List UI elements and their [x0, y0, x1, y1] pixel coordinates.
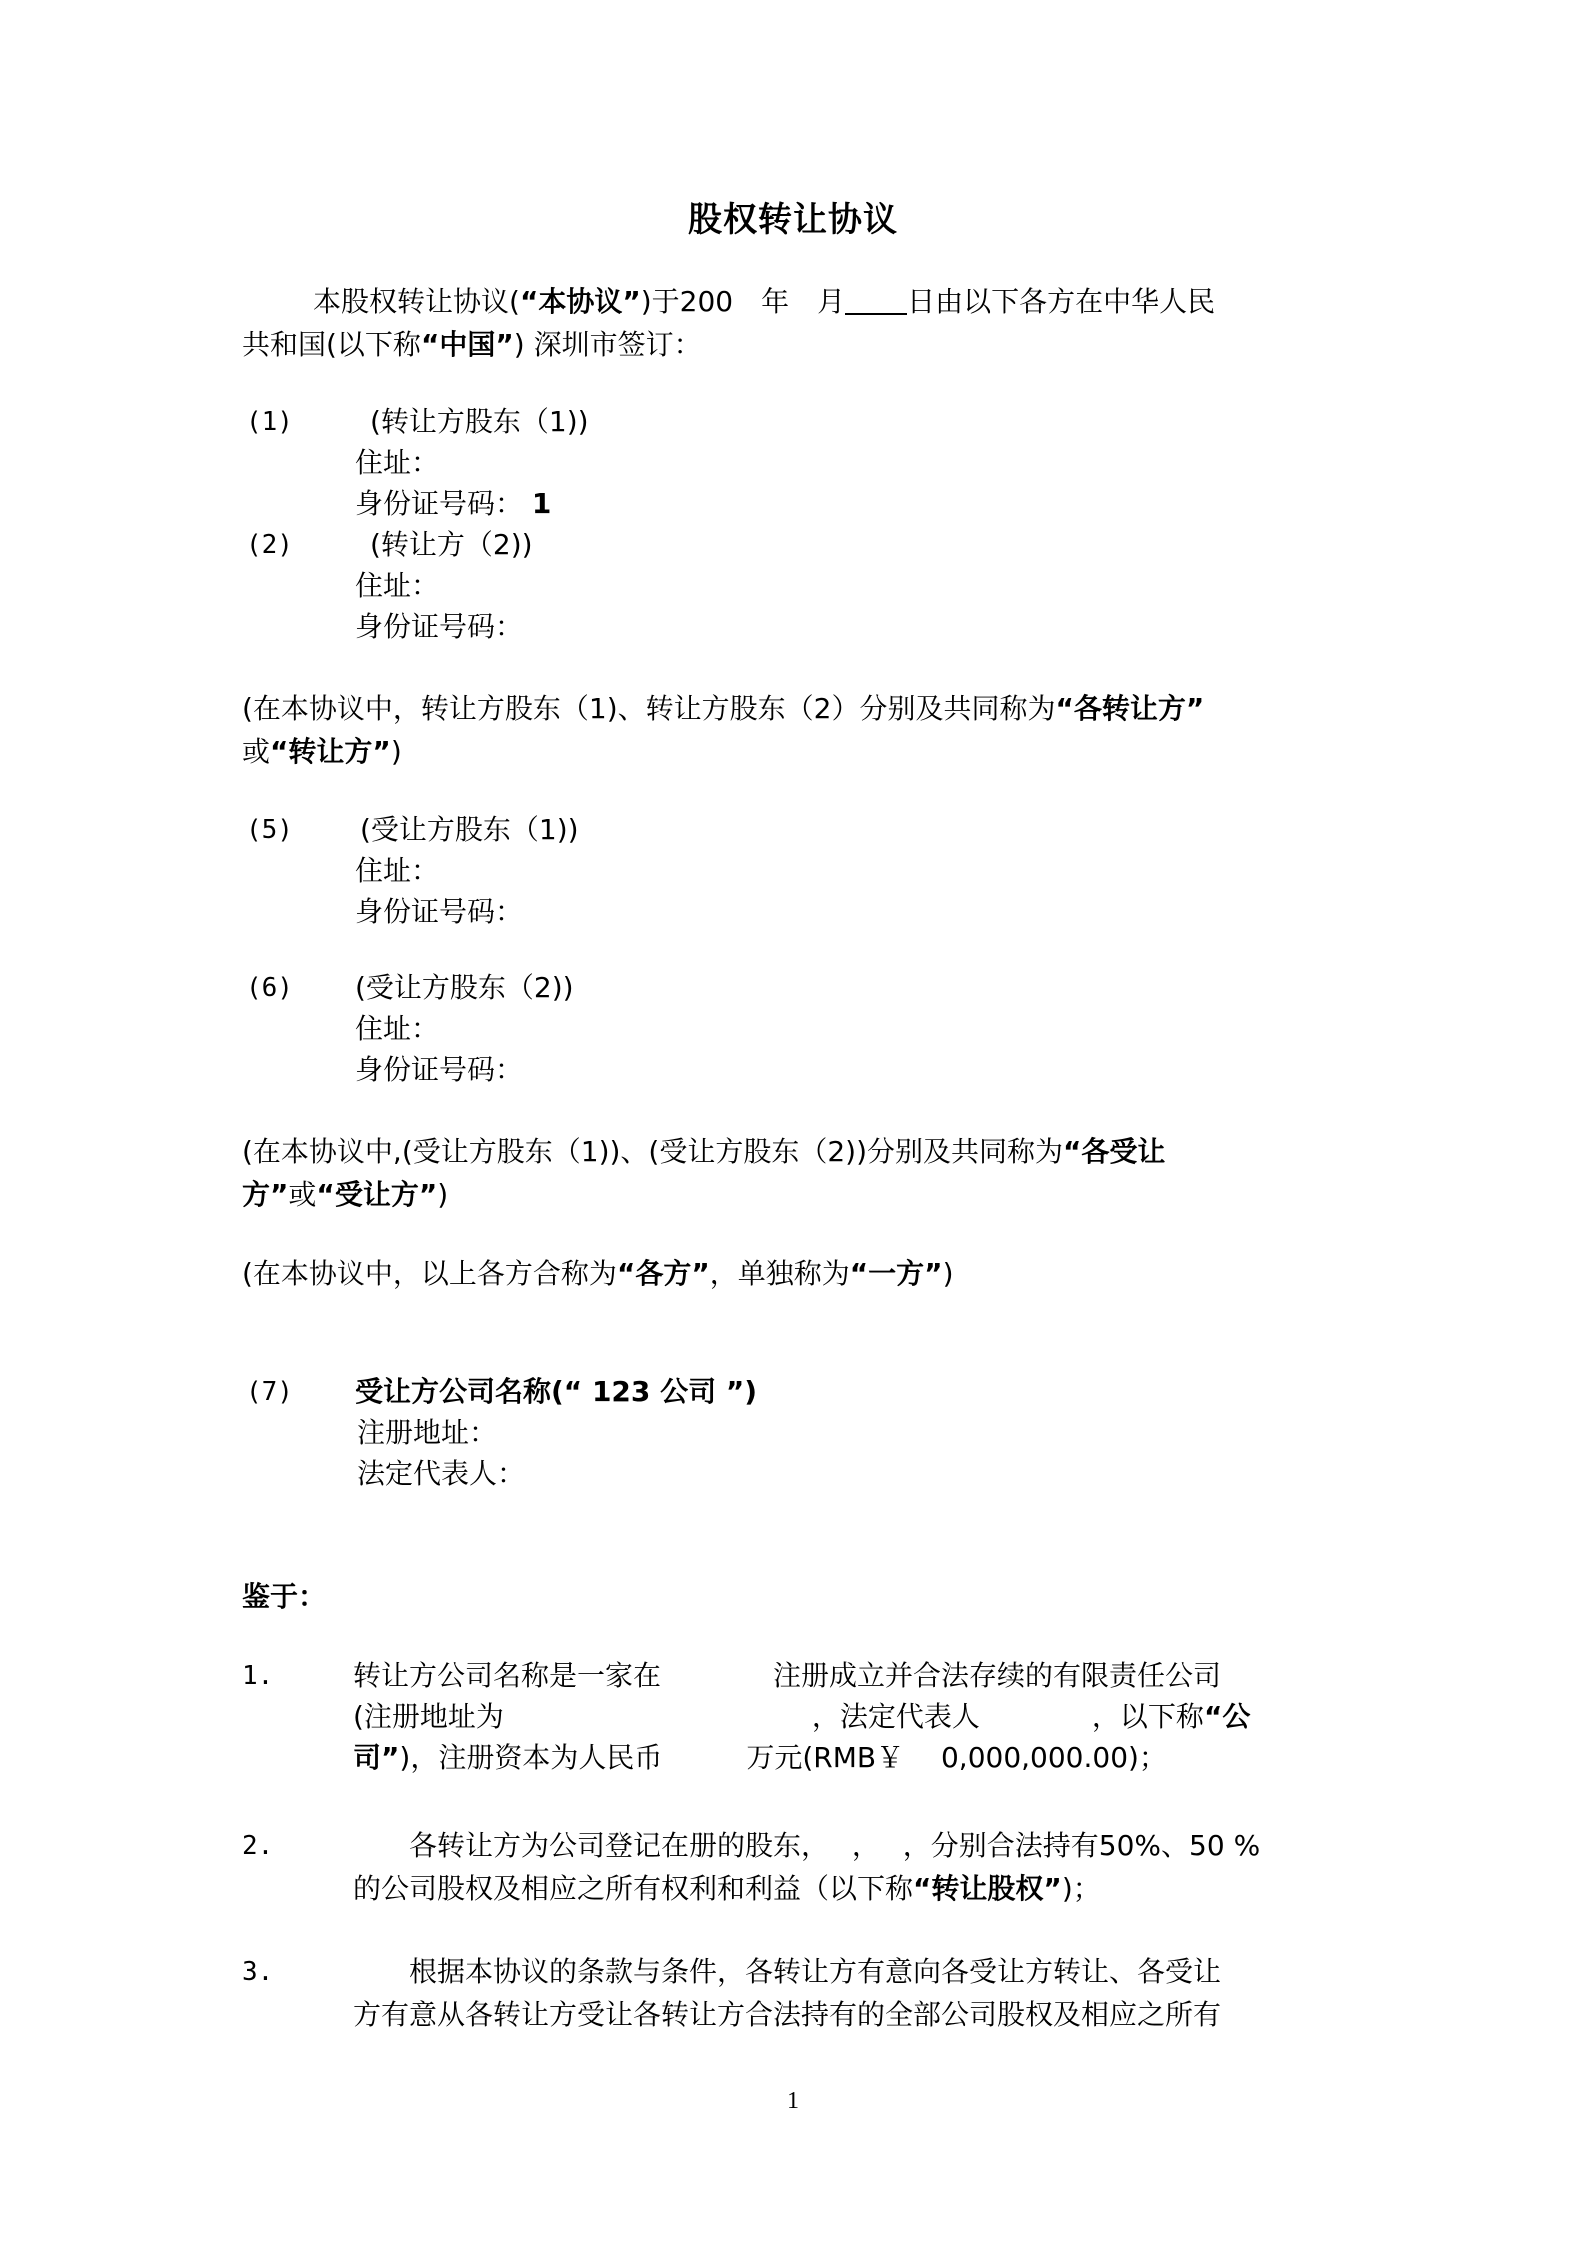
party-name: (转让方股东（1)): [370, 405, 589, 438]
party-number: (6): [246, 973, 293, 1003]
clause-line: 的公司股权及相应之所有权利和利益（以下称“转让股权”)；: [353, 1872, 1101, 1905]
party-address: 住址：: [355, 1012, 440, 1045]
company-representative: 法定代表人：: [357, 1457, 526, 1490]
intro-line-1: 本股权转让协议(“本协议”)于200 年 月 日由以下各方在中华人民: [313, 285, 1216, 318]
clause-line: 各转让方为公司登记在册的股东， ， ，分别合法持有50%、50 %: [353, 1829, 1261, 1862]
blank-underline: [845, 285, 907, 315]
clause-line: 方有意从各转让方受让各转让方合法持有的全部公司股权及相应之所有: [353, 1998, 1222, 2031]
clause-line: 根据本协议的条款与条件，各转让方有意向各受让方转让、各受让: [353, 1955, 1222, 1988]
document-title: 股权转让协议: [688, 200, 898, 240]
intro-line-2: 共和国(以下称“中国”) 深圳市签订：: [242, 328, 702, 361]
party-id: 身份证号码：: [355, 895, 524, 928]
page-number: 1: [787, 2088, 799, 2114]
transferee-note-line-2: 方”或“受让方”): [242, 1178, 449, 1211]
party-address: 住址：: [355, 854, 440, 887]
transferor-note-line-1: (在本协议中，转让方股东（1)、转让方股东（2）分别及共同称为“各转让方”: [242, 692, 1205, 725]
clause-number: 3.: [242, 1957, 274, 1987]
clause-number: 1.: [242, 1661, 274, 1691]
party-address: 住址：: [355, 569, 440, 602]
clause-number: 2.: [242, 1831, 274, 1861]
party-number: (2): [246, 530, 293, 560]
party-number: (7): [246, 1377, 293, 1407]
party-id: 身份证号码： 1: [355, 487, 552, 520]
whereas-heading: 鉴于：: [242, 1580, 327, 1613]
clause-line: 转让方公司名称是一家在 注册成立并合法存续的有限责任公司: [353, 1659, 1222, 1692]
party-number: (5): [246, 815, 293, 845]
clause-line: 司”)，注册资本为人民币 万元(RMB￥ 0,000,000.00)；: [353, 1741, 1167, 1774]
clause-line: (注册地址为 ，法定代表人 ，以下称“公: [353, 1700, 1251, 1733]
transferor-note-line-2: 或“转让方”): [242, 735, 402, 768]
party-name: (受让方股东（1)): [360, 813, 579, 846]
company-address: 注册地址：: [357, 1416, 498, 1449]
parties-note: (在本协议中，以上各方合称为“各方”，单独称为“一方”): [242, 1257, 954, 1290]
party-address: 住址：: [355, 446, 440, 479]
company-name: 受让方公司名称(“ 123 公司 ”): [355, 1375, 758, 1408]
transferee-note-line-1: (在本协议中,(受让方股东（1))、(受让方股东（2))分别及共同称为“各受让: [242, 1135, 1166, 1168]
party-id: 身份证号码：: [355, 610, 524, 643]
party-id: 身份证号码：: [355, 1053, 524, 1086]
party-name: (受让方股东（2)): [355, 971, 574, 1004]
party-number: (1): [246, 407, 293, 437]
party-name: (转让方（2)): [370, 528, 533, 561]
